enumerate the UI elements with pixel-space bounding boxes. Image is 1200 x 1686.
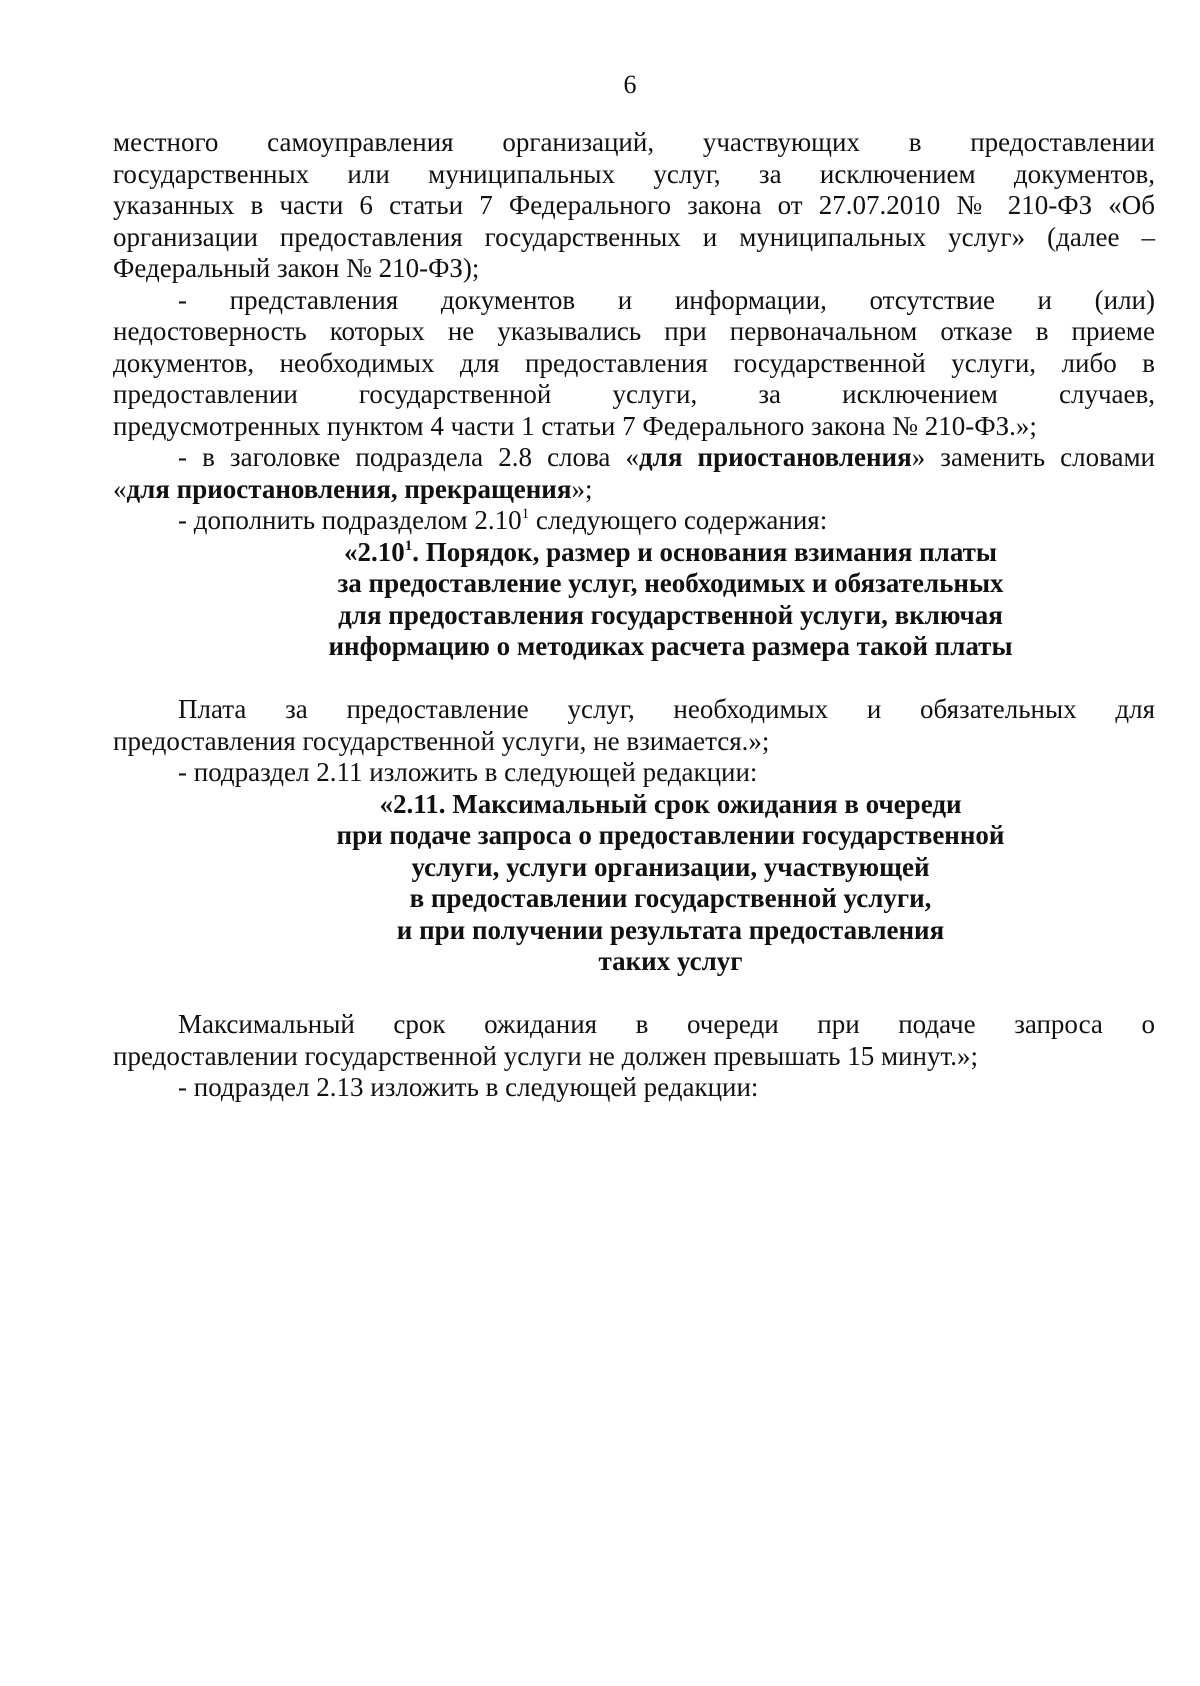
text-line: организации предоставления государственных и муниципальных услуг» (далее – [113,221,1155,252]
spacer [113,663,1155,695]
text-fragment: . Порядок, размер и основания взимания платы [412,536,997,567]
heading-line: для предоставления государственной услуги, включая [338,599,1003,630]
text-line: Максимальный срок ожидания в очереди при подаче запроса о [178,1009,1155,1039]
document-body [113,127,1155,1104]
text-fragment: »; [571,473,593,504]
section-heading-2-11 [113,789,1155,978]
bold-fragment: для приостановления, прекращения [126,473,572,504]
page-number: 6 [623,70,637,99]
text-line [113,442,1155,474]
superscript: 1 [404,537,413,554]
heading-line: за предоставление услуг, необходимых и обязательных [337,568,1004,598]
text-line: - представления документов и информации, отсутствие и (или) [178,284,1155,315]
heading-line: при подаче запроса о предоставлении государственной [336,820,1005,850]
text-fragment: «2.10 [344,536,405,567]
text-line: Плата за предоставление услуг, необходимых и обязательных для [178,694,1155,724]
superscript: 1 [521,506,530,522]
text-line: предоставлении государственной услуги не должен превышать 15 минут.»; [113,1040,978,1071]
text-line: - подраздел 2.13 изложить в следующей редакции: [178,1072,759,1102]
text-line: - подраздел 2.11 изложить в следующей редакции: [178,757,758,787]
text-line: документов, необходимых для предоставления государственной услуги, либо в [113,347,1155,378]
text-line [113,505,1155,537]
text-line: государственных или муниципальных услуг, за исключением документов, [113,158,1155,189]
text-fragment: « [113,473,127,504]
heading-line: таких услуг [598,946,743,976]
heading-line: и при получении результата предоставления [396,914,945,945]
text-line: местного самоуправления организаций, участвующих в предоставлении [113,127,1155,157]
section-heading-2-10-1 [113,537,1155,663]
text-line: предусмотренных пунктом 4 части 1 статьи 7 Федерального закона № 210-ФЗ.»; [113,410,1037,441]
heading-line: в предоставлении государственной услуги, [409,883,932,913]
text-fragment: следующего содержания: [529,505,828,535]
text-line [113,474,1155,506]
bold-fragment: для приостановления [639,442,912,472]
text-line: предоставления государственной услуги, не взимается.»; [113,725,770,756]
text-line: Федеральный закон № 210-ФЗ); [113,253,480,283]
text-fragment: - в заголовке подраздела 2.8 слова « [178,442,640,472]
heading-line: «2.11. Максимальный срок ожидания в очереди [379,788,962,819]
heading-line: информацию о методиках расчета размера такой платы [328,631,1013,661]
text-line: указанных в части 6 статьи 7 Федерального закона от 27.07.2010 № 210-ФЗ «Об [113,190,1155,220]
heading-line [113,537,1155,569]
spacer [113,978,1155,1010]
text-fragment: - дополнить подразделом 2.10 [178,505,522,535]
text-line: недостоверность которых не указывались при первоначальном отказе в приеме [113,316,1155,346]
text-line: предоставлении государственной услуги, за исключением случаев, [113,379,1155,409]
text-fragment: » заменить словами [911,442,1155,472]
heading-line: услуги, услуги организации, участвующей [411,851,930,882]
